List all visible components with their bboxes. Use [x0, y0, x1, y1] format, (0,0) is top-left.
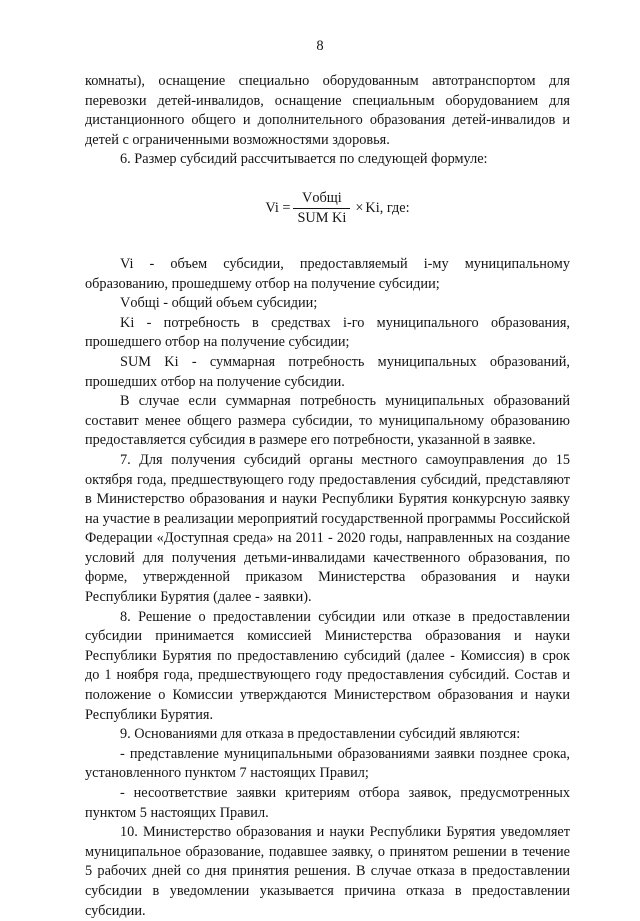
paragraph-continuation: комнаты), оснащение специально оборудованным автотранспортом для перевозки детей-инвалидов, оснащение специальным оборудованием для дистанционного общего и дополнительного образования детей-инвалидов и детей с ограниченными возможностями здоровья.	[85, 73, 570, 148]
formula-lhs: Vi =	[265, 199, 291, 216]
paragraph-item-6: 6. Размер субсидий рассчитывается по следующей формуле:	[120, 151, 488, 168]
paragraph: Vобщі - общий объем субсидии;	[120, 295, 318, 312]
paragraph: В случае если суммарная потребность муниципальных образований составит менее общего размера субсидии, то муниципальному образованию предоставляется субсидия в размере его потребности, указанной в заявке.	[85, 393, 570, 449]
formula-rhs: Ki, где:	[365, 199, 410, 216]
page-number: 8	[316, 38, 324, 54]
paragraph-list	[85, 255, 570, 921]
subsidy-formula	[85, 190, 570, 227]
paragraph: SUM Ki - суммарная потребность муниципальных образований, прошедших отбор на получение субсидии.	[85, 353, 570, 390]
formula-denominator: SUM Ki	[297, 209, 347, 226]
paragraph: - несоответствие заявки критериям отбора заявок, предусмотренных пунктом 5 настоящих Правил.	[85, 785, 570, 821]
paragraph: Vi - объем субсидии, предоставляемый i-му муниципальному образованию, прошедшему отбор на получение субсидии;	[85, 255, 570, 292]
formula-fraction	[293, 190, 350, 227]
formula-numerator: Vобщі	[302, 189, 342, 206]
paragraph: Ki - потребность в средствах i-го муниципального образования, прошедшего отбор на получение субсидии;	[85, 314, 570, 351]
paragraph: 9. Основаниями для отказа в предоставлении субсидий являются:	[120, 726, 521, 743]
formula-times: ×	[355, 199, 364, 216]
paragraph: 10. Министерство образования и науки Республики Бурятия уведомляет муниципальное образование, подавшее заявку, о принятом решении в течение 5 рабочих дней со дня принятия решения. В случае отказа в предоставлении субсидии в уведомлении указывается причина отказа в предоставлении субсидии.	[85, 824, 570, 919]
paragraph: 7. Для получения субсидий органы местного самоуправления до 15 октября года, предшествующего году предоставления субсидий, представляют в Министерство образования и науки Республики Бурятия конкурсную заявку на участие в реализации мероприятий государственной программы Российской Федерации «Доступная среда» на 2011 - 2020 годы, направленных на создание условий для получения детьми-инвалидами качественного образования, по форме, утвержденной приказом Министерства образования и науки Республики Бурятия (далее - заявки).	[85, 451, 570, 606]
paragraph: - представление муниципальными образованиями заявки позднее срока, установленного пунктом 7 настоящих Правил;	[85, 745, 570, 782]
paragraph: 8. Решение о предоставлении субсидии или отказе в предоставлении субсидии принимается комиссией Министерства образования и науки Республики Бурятия по предоставлению субсидий (далее - Комиссия) в срок до 1 ноября года, предшествующего году предоставления субсидий. Состав и положение о Комиссии утверждаются Министерством образования и науки Республики Бурятия.	[85, 608, 570, 723]
document-body	[85, 72, 570, 921]
